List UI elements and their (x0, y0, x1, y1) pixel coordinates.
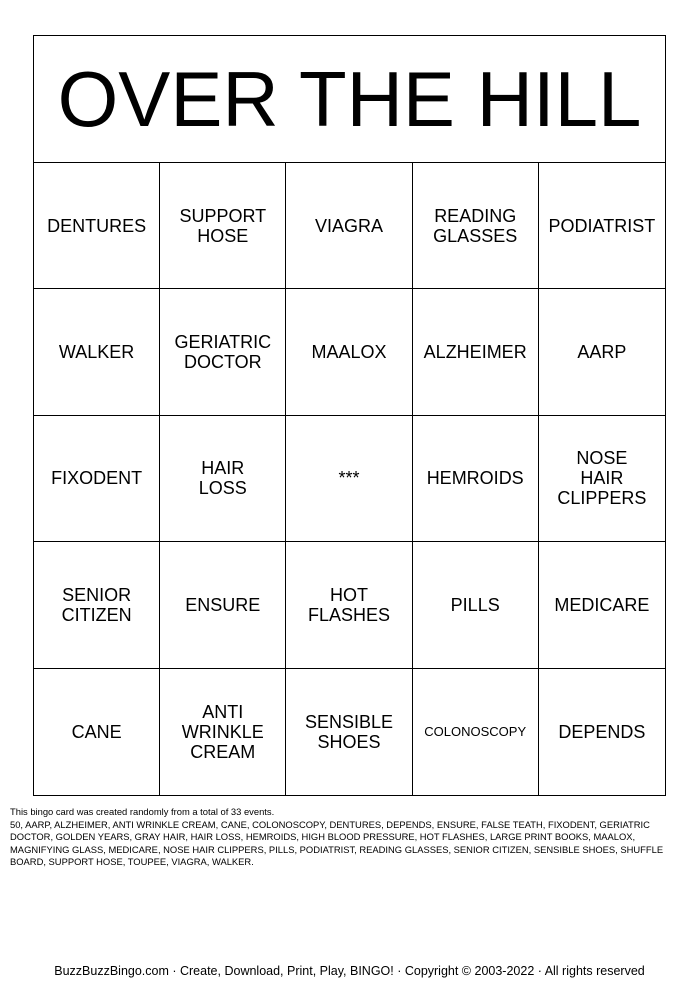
bingo-cell: MAALOX (286, 289, 412, 415)
bingo-cell: AARP (539, 289, 665, 415)
card-info (10, 806, 690, 869)
bingo-card (33, 35, 666, 796)
bingo-cell: READING GLASSES (413, 163, 539, 289)
bingo-cell: ANTI WRINKLE CREAM (160, 669, 286, 795)
bingo-cell: DENTURES (34, 163, 160, 289)
bingo-cell: HEMROIDS (413, 416, 539, 542)
card-title: OVER THE HILL (34, 36, 665, 163)
bingo-cell: ALZHEIMER (413, 289, 539, 415)
footer-copyright: BuzzBuzzBingo.com · Create, Download, Print, Play, BINGO! · Copyright © 2003-2022 · All rights reserved (54, 964, 645, 978)
bingo-cell: MEDICARE (539, 542, 665, 668)
bingo-cell: HOT FLASHES (286, 542, 412, 668)
bingo-cell: *** (286, 416, 412, 542)
bingo-cell: SENSIBLE SHOES (286, 669, 412, 795)
bingo-cell: WALKER (34, 289, 160, 415)
bingo-cell: FIXODENT (34, 416, 160, 542)
bingo-cell: GERIATRIC DOCTOR (160, 289, 286, 415)
bingo-cell: CANE (34, 669, 160, 795)
bingo-cell: VIAGRA (286, 163, 412, 289)
bingo-cell: SUPPORT HOSE (160, 163, 286, 289)
bingo-cell: PODIATRIST (539, 163, 665, 289)
info-events: 50, AARP, ALZHEIMER, ANTI WRINKLE CREAM, CANE, COLONOSCOPY, DENTURES, DEPENDS, ENSURE, FALSE TEATH, FIXODENT, GERIATRIC DOCTOR, GOLDEN YEARS, GRAY HAIR, HAIR LOSS, HEMROIDS, HIGH BLOOD PRESSURE, HOT FLASHES, LARGE PRINT BOOKS, MAALOX, MAGNIFYING GLASS, MEDICARE, NOSE HAIR CLIPPERS, PILLS, PODIATRIST, READING GLASSES, SENIOR CITIZEN, SENSIBLE SHOES, SHUFFLE BOARD, SUPPORT HOSE, TOUPEE, VIAGRA, WALKER. (10, 818, 664, 867)
bingo-cell: NOSE HAIR CLIPPERS (539, 416, 665, 542)
bingo-cell: SENIOR CITIZEN (34, 542, 160, 668)
bingo-cell: DEPENDS (558, 721, 646, 742)
info-intro: This bingo card was created randomly from a total of 33 events. (10, 806, 275, 817)
bingo-cell: PILLS (413, 542, 539, 668)
bingo-cell: COLONOSCOPY (413, 669, 539, 795)
bingo-cell: HAIR LOSS (160, 416, 286, 542)
bingo-cell: ENSURE (160, 542, 286, 668)
bingo-grid (34, 163, 665, 795)
